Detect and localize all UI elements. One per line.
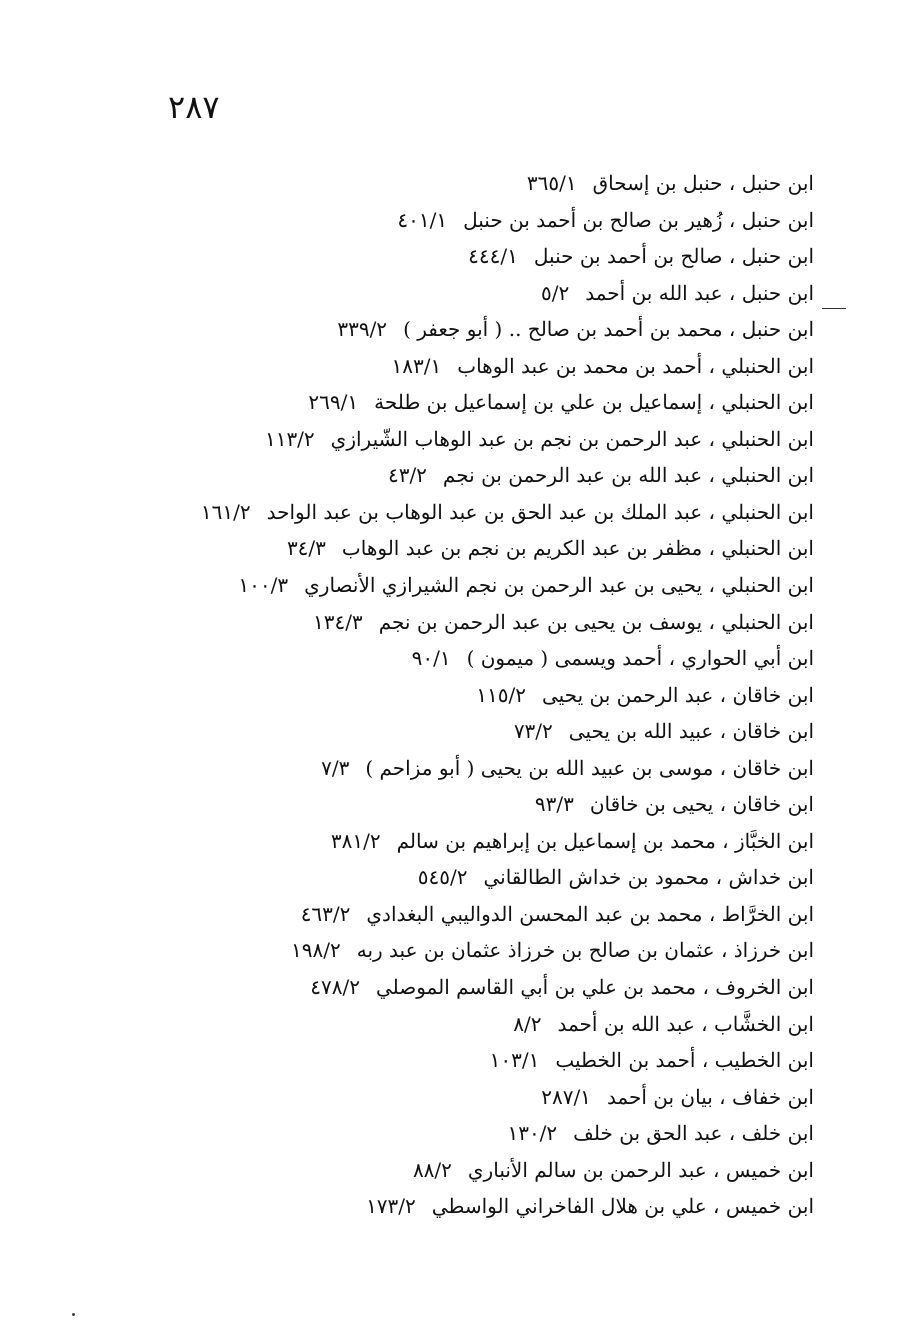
index-entry [94, 202, 814, 239]
index-entry [94, 677, 814, 714]
entry-reference: ١٣٤/٣ [312, 609, 363, 634]
index-entry [94, 750, 814, 787]
index-entry [94, 238, 814, 275]
index-entry [94, 932, 814, 969]
entry-reference: ١٠٠/٣ [238, 573, 289, 598]
index-entry [94, 384, 814, 421]
entry-reference: ٥/٢ [541, 280, 570, 305]
index-entry [94, 604, 814, 641]
index-entry [94, 421, 814, 458]
index-entry [94, 530, 814, 567]
entry-reference: ٣٨١/٢ [330, 828, 381, 853]
entry-reference: ٩٣/٣ [534, 792, 574, 817]
entry-name: ابن خميس ، علي بن هلال الفاخراني الواسطي [431, 1194, 814, 1219]
entry-reference: ١٩٨/٢ [291, 938, 341, 963]
entry-name: ابن خفاف ، بيان بن أحمد [606, 1084, 814, 1109]
entry-name: ابن خاقان ، يحيى بن خاقان [589, 792, 814, 817]
entry-reference: ٨/٢ [513, 1011, 542, 1036]
entry-name: ابن الحنبلي ، أحمد بن محمد بن عبد الوهاب [457, 353, 814, 378]
index-entry [94, 494, 814, 531]
entry-name: ابن خاقان ، عبد الرحمن بن يحيى [541, 682, 814, 707]
entry-name: ابن أبي الحواري ، أحمد ويسمى ( ميمون ) [466, 646, 814, 671]
entry-name: ابن الحنبلي ، عبد الرحمن بن نجم بن عبد الوهاب الشّيرازي [330, 426, 814, 451]
entry-reference: ١٧٣/٢ [366, 1194, 416, 1219]
index-entry [94, 969, 814, 1006]
index-entry [94, 275, 814, 312]
entry-reference: ٥٤٥/٢ [417, 865, 468, 890]
index-entry [94, 1042, 814, 1079]
entry-reference: ٢٦٩/١ [308, 390, 359, 415]
scan-speck [72, 1313, 75, 1316]
entry-name: ابن الخطيب ، أحمد بن الخطيب [555, 1048, 814, 1073]
entry-reference: ٤٤٤/١ [468, 244, 518, 269]
index-entry [94, 457, 814, 494]
entry-reference: ٣٤/٣ [286, 536, 326, 561]
entry-reference: ٤٣/٢ [387, 463, 427, 488]
entry-name: ابن خاقان ، موسى بن عبيد الله بن يحيى ( أبو مزاحم ) [365, 755, 814, 780]
index-entry [94, 786, 814, 823]
index-entry [94, 823, 814, 860]
entry-reference: ٣٣٩/٢ [337, 317, 388, 342]
entry-name: ابن حنبل ، حنبل بن إسحاق [592, 171, 814, 195]
entry-reference: ٧٣/٢ [513, 719, 553, 744]
entry-name: ابن حنبل ، زُهير بن صالح بن أحمد بن حنبل [463, 207, 814, 232]
index-entry [94, 165, 814, 202]
entry-reference: ١١٣/٢ [264, 426, 315, 451]
entry-reference: ٩٠/١ [411, 646, 451, 671]
entry-reference: ٤٦٣/٢ [300, 901, 351, 926]
entry-name: ابن خرزاذ ، عثمان بن صالح بن خرزاذ عثمان بن عبد ربه [356, 938, 814, 963]
index-entry [94, 567, 814, 604]
index-entry [94, 1079, 814, 1116]
entry-reference: ١٠٣/١ [489, 1048, 540, 1073]
index-entry [94, 640, 814, 677]
entry-reference: ١٨٣/١ [391, 353, 442, 378]
entry-reference: ٣٦٥/١ [526, 171, 577, 195]
entry-reference: ٢٨٧/١ [541, 1084, 591, 1109]
index-entry [94, 896, 814, 933]
index-entry [94, 1188, 814, 1225]
index-entry [94, 311, 814, 348]
entry-name: ابن الحنبلي ، إسماعيل بن علي بن إسماعيل بن طلحة [374, 390, 814, 415]
entry-name: ابن الحنبلي ، عبد الله بن عبد الرحمن بن نجم [442, 463, 814, 488]
index-entry [94, 859, 814, 896]
entry-name: ابن خميس ، عبد الرحمن بن سالم الأنباري [467, 1157, 814, 1182]
entry-reference: ١١٥/٢ [476, 682, 526, 707]
entry-name: ابن الحنبلي ، عبد الملك بن عبد الحق بن عبد الوهاب بن عبد الواحد [266, 499, 814, 524]
entry-name: ابن الخرَّاط ، محمد بن عبد المحسن الدواليبي البغدادي [366, 901, 814, 926]
index-entry [94, 1152, 814, 1189]
entry-name: ابن خاقان ، عبيد الله بن يحيى [568, 719, 814, 744]
entry-name: ابن الحنبلي ، مظفر بن عبد الكريم بن نجم بن عبد الوهاب [341, 536, 814, 561]
page-number: ٢٨٧ [168, 88, 220, 126]
entry-reference: ٤٠١/١ [397, 207, 448, 232]
entry-name: ابن حنبل ، صالح بن أحمد بن حنبل [533, 244, 814, 269]
entry-name: ابن خلف ، عبد الحق بن خلف [573, 1121, 814, 1146]
entry-reference: ٨٨/٢ [412, 1157, 452, 1182]
index-entry [94, 1115, 814, 1152]
entry-reference: ١٣٠/٢ [507, 1121, 558, 1146]
entry-name: ابن الخشَّاب ، عبد الله بن أحمد [557, 1011, 814, 1036]
entry-name: ابن خداش ، محمود بن خداش الطالقاني [483, 865, 814, 890]
index-entry [94, 348, 814, 385]
entry-name: ابن حنبل ، محمد بن أحمد بن صالح .. ( أبو جعفر ) [403, 317, 814, 342]
entry-reference: ٤٧٨/٢ [310, 975, 360, 1000]
entry-name: ابن حنبل ، عبد الله بن أحمد [585, 280, 814, 305]
index-entry [94, 713, 814, 750]
entry-name: ابن الحنبلي ، يوسف بن يحيى بن عبد الرحمن بن نجم [378, 609, 814, 634]
entry-name: ابن الخروف ، محمد بن علي بن أبي القاسم الموصلي [375, 975, 814, 1000]
index-entry [94, 1006, 814, 1043]
entry-reference: ١٦١/٢ [200, 499, 251, 524]
entry-name: ابن الخبَّاز ، محمد بن إسماعيل بن إبراهيم بن سالم [396, 828, 814, 853]
entry-reference: ٧/٣ [321, 755, 350, 780]
entry-name: ابن الحنبلي ، يحيى بن عبد الرحمن بن نجم الشيرازي الأنصاري [304, 573, 814, 598]
index-entries [94, 165, 814, 1225]
margin-mark [822, 308, 846, 309]
